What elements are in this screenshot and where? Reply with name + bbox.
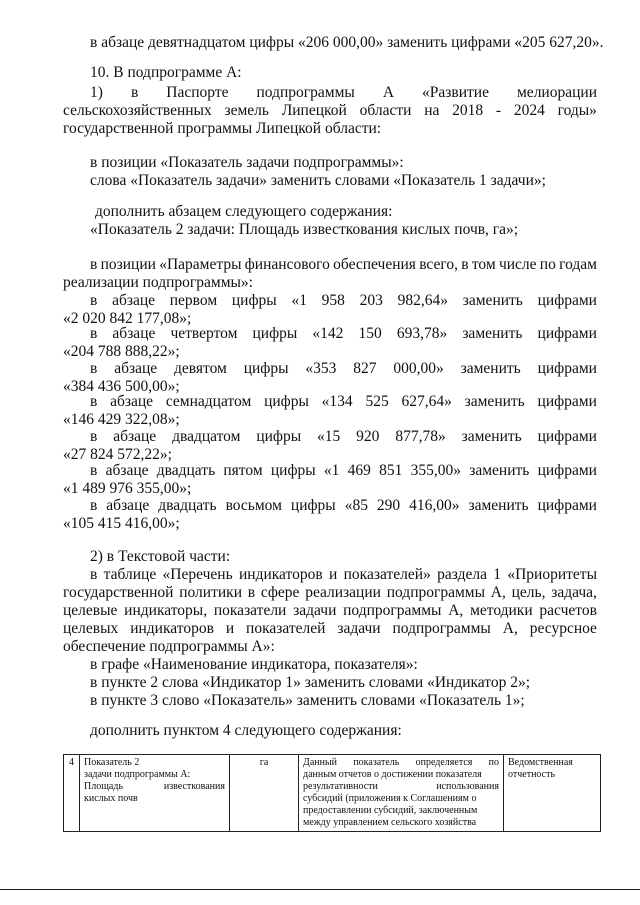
word: годам [559,256,597,273]
word: 355,00» [410,462,461,479]
word: цифрами [537,497,597,514]
paragraph-line: слова «Показатель задачи» заменить словами «Показатель 1 задачи»; [90,172,546,189]
word: цифры [264,393,309,410]
word: политики [179,584,242,601]
word: девятом [174,360,227,377]
justified-line [90,566,597,584]
word: двадцать [156,462,216,479]
word: «134 [321,393,353,410]
word: использования [436,781,499,792]
justified-line [90,497,597,515]
word: Липецкой [281,102,347,119]
word: 2018 [452,102,484,119]
indicator-table [63,754,601,832]
justified-line [90,428,597,446]
word: задачи [293,602,337,619]
word: заменить [468,497,529,514]
justified-line [63,102,597,120]
word: в [90,566,98,583]
word: цифрами [537,360,597,377]
word: целевых [63,620,119,637]
word: 982,64» [397,292,449,309]
word: результативности [303,781,378,792]
word: А, [448,602,464,619]
word: «Приоритеты [507,566,597,583]
table-cell-name [80,755,230,832]
cell-text: данным отчетов о достижении показателя [303,769,482,780]
word: заменить [469,462,530,479]
word: «Перечень [162,566,233,583]
word: 851 [379,462,403,479]
word: четвертом [170,325,238,342]
section-heading: 10. В подпрограмме А: [90,64,242,81]
word: цифры [231,292,277,309]
word: 1) [90,84,103,101]
word: целевые [63,602,118,619]
word: обеспечения [333,256,416,273]
table-cell-number [64,755,80,832]
word: 2024 [513,102,545,119]
word: «142 [312,325,344,342]
table-cell-unit [230,755,299,832]
word: Данный [303,757,338,768]
paragraph-line: дополнить абзацем следующего содержания: [95,203,393,220]
word: индикаторы, [124,602,208,619]
justified-line [90,360,597,378]
paragraph-line: дополнить пунктом 4 следующего содержания: [90,722,402,739]
word: цифры [256,428,302,445]
word: А, [502,620,518,637]
word: 627,64» [401,393,452,410]
word: подпрограммы [392,620,491,637]
word: по [488,757,499,768]
word: абзаце [110,393,154,410]
paragraph-line: 2) в Текстовой части: [90,548,231,565]
word: и [225,620,235,637]
paragraph-line: «146 429 322,08»; [63,411,180,428]
word: цифры [270,462,316,479]
word: цифрами [537,292,597,309]
word: цифры [252,325,298,342]
word: подпрограммы [343,602,442,619]
word: в [90,292,98,309]
word: цифрами [537,393,597,410]
word: 877,78» [395,428,446,445]
word: государственной [63,584,174,601]
word: А [382,84,395,101]
word: показателей» [343,566,431,583]
cell-text: предоставлении субсидий, заключенным [303,805,478,816]
word: в [247,584,256,601]
word: заменить [460,360,521,377]
word: 469 [347,462,371,479]
word: «15 [317,428,341,445]
word: финансового [244,256,330,273]
word: 958 [321,292,345,309]
word: заменить [464,393,525,410]
word: всего, [419,256,458,273]
paragraph-line: «2 020 842 177,08»; [63,310,192,327]
word: позиции [100,256,156,273]
word: А, [490,584,506,601]
word: в [461,256,469,273]
word: заменить [462,325,523,342]
word: «Развитие [422,84,489,101]
paragraph-line: в графе «Наименование индикатора, показателя»: [90,656,418,673]
paragraph-line: «204 788 888,22»; [63,343,180,360]
word: цифрами [537,462,597,479]
word: 000,00» [393,360,444,377]
word: в [90,256,98,273]
word: индикаторов [238,566,323,583]
justified-line [63,584,597,602]
word: подпрограммы [256,84,355,101]
word: на [424,102,440,119]
cell-justified-text [303,781,499,793]
word: «1 [291,292,307,309]
paragraph-line: в абзаце девятнадцатом цифры «206 000,00» заменить цифрами «205 627,20». [90,34,604,51]
word: задачи [337,620,381,637]
word: показатели [213,602,287,619]
word: области [359,102,412,119]
word: числе [498,256,537,273]
word: ресурсное [529,620,597,637]
word: цель, [511,584,546,601]
word: методики [470,602,533,619]
word: восьмом [225,497,282,514]
justified-line [63,602,597,620]
paragraph-line: «105 415 416,00»; [63,515,180,532]
word: 150 [358,325,382,342]
word: цифры [243,360,289,377]
word: в [130,84,139,101]
paragraph-line: «27 824 572,22»; [63,446,172,463]
word: 1 [493,566,502,583]
word: абзаце [106,497,150,514]
word: 290 [376,497,401,514]
word: известкования [163,781,225,792]
word: абзаце [105,462,149,479]
word: Площадь [84,781,123,792]
cell-text: отчетность [508,769,556,780]
word: сфере [260,584,300,601]
word: 416,00» [409,497,460,514]
word: «353 [305,360,337,377]
table-cell-source [504,755,601,832]
justified-line [90,84,597,102]
paragraph-line: государственной программы Липецкой области: [63,120,382,137]
word: первом [169,292,218,309]
cell-text: Показатель 2 [84,757,140,768]
word: семнадцатом [165,393,252,410]
word: в [90,497,98,514]
word: цифрами [537,325,597,342]
word: таблице [103,566,157,583]
word: 920 [356,428,380,445]
justified-line [90,393,597,411]
word: 525 [365,393,389,410]
paragraph-line: в пункте 3 слово «Показатель» заменить словами «Показатель 1»; [90,692,525,709]
word: в [90,393,98,410]
cell-justified-text [303,757,499,769]
word: «Параметры [159,256,242,273]
justified-line [90,256,597,274]
word: абзаце [112,325,156,342]
cell-text: кислых почв [84,793,138,804]
cell-text: задачи подпрограммы А: [84,769,191,780]
word: абзаце [114,360,158,377]
word: мелиорации [517,84,597,101]
word: подпрограммы [386,584,486,601]
word: «1 [323,462,340,479]
paragraph-line: реализации подпрограммы»: [63,274,253,291]
word: абзаце [112,292,156,309]
word: цифры [290,497,336,514]
paragraph-line: обеспечение подпрограммы А»: [63,638,275,655]
paragraph-line: «384 436 500,00»; [63,378,180,395]
cell-text: га [259,757,269,768]
word: раздела [437,566,487,583]
cell-text: Ведомственная [508,757,573,768]
word: «85 [344,497,368,514]
cell-spacer [84,817,225,829]
word: сельскохозяйственных [63,102,212,119]
word: в [90,428,98,445]
word: расчетов [539,602,597,619]
word: задача, [551,584,597,601]
word: цифрами [537,428,597,445]
table-cell-method [299,755,504,832]
page-bottom-rule [0,889,640,890]
word: по [539,256,556,273]
cell-text: 4 [69,757,74,768]
justified-line [90,292,597,310]
word: годы» [557,102,597,119]
cell-text: субсидий (приложения к Соглашениям о [303,793,477,804]
paragraph-line: «Показатель 2 задачи: Площадь известкования кислых почв, га»; [90,221,519,238]
paragraph-line: «1 489 976 355,00»; [63,480,192,497]
word: 203 [359,292,383,309]
word: 827 [353,360,377,377]
word: Паспорте [166,84,229,101]
table-row [64,755,601,832]
word: показатель [353,757,400,768]
word: том [471,256,496,273]
word: заменить [462,292,523,309]
justified-line [90,325,597,343]
justified-line [90,462,597,480]
word: определяется [415,757,473,768]
word: показателей [246,620,326,637]
word: реализации [305,584,381,601]
paragraph-line: в позиции «Показатель задачи подпрограммы»: [90,154,404,171]
word: двадцать [158,497,217,514]
word: и [329,566,338,583]
word: в [90,462,98,479]
word: абзаце [113,428,157,445]
word: в [90,325,98,342]
word: 693,78» [396,325,448,342]
word: заменить [461,428,522,445]
cell-spacer [84,805,225,817]
word: - [495,102,502,119]
paragraph-line: в пункте 2 слова «Индикатор 1» заменить словами «Индикатор 2»; [90,674,531,691]
word: земель [224,102,269,119]
cell-justified-text [84,781,225,793]
word: двадцатом [172,428,241,445]
cell-text: между управлением сельского хозяйства [303,817,477,828]
justified-line [63,620,597,638]
word: индикаторов [130,620,214,637]
word: пятом [223,462,263,479]
word: в [90,360,98,377]
